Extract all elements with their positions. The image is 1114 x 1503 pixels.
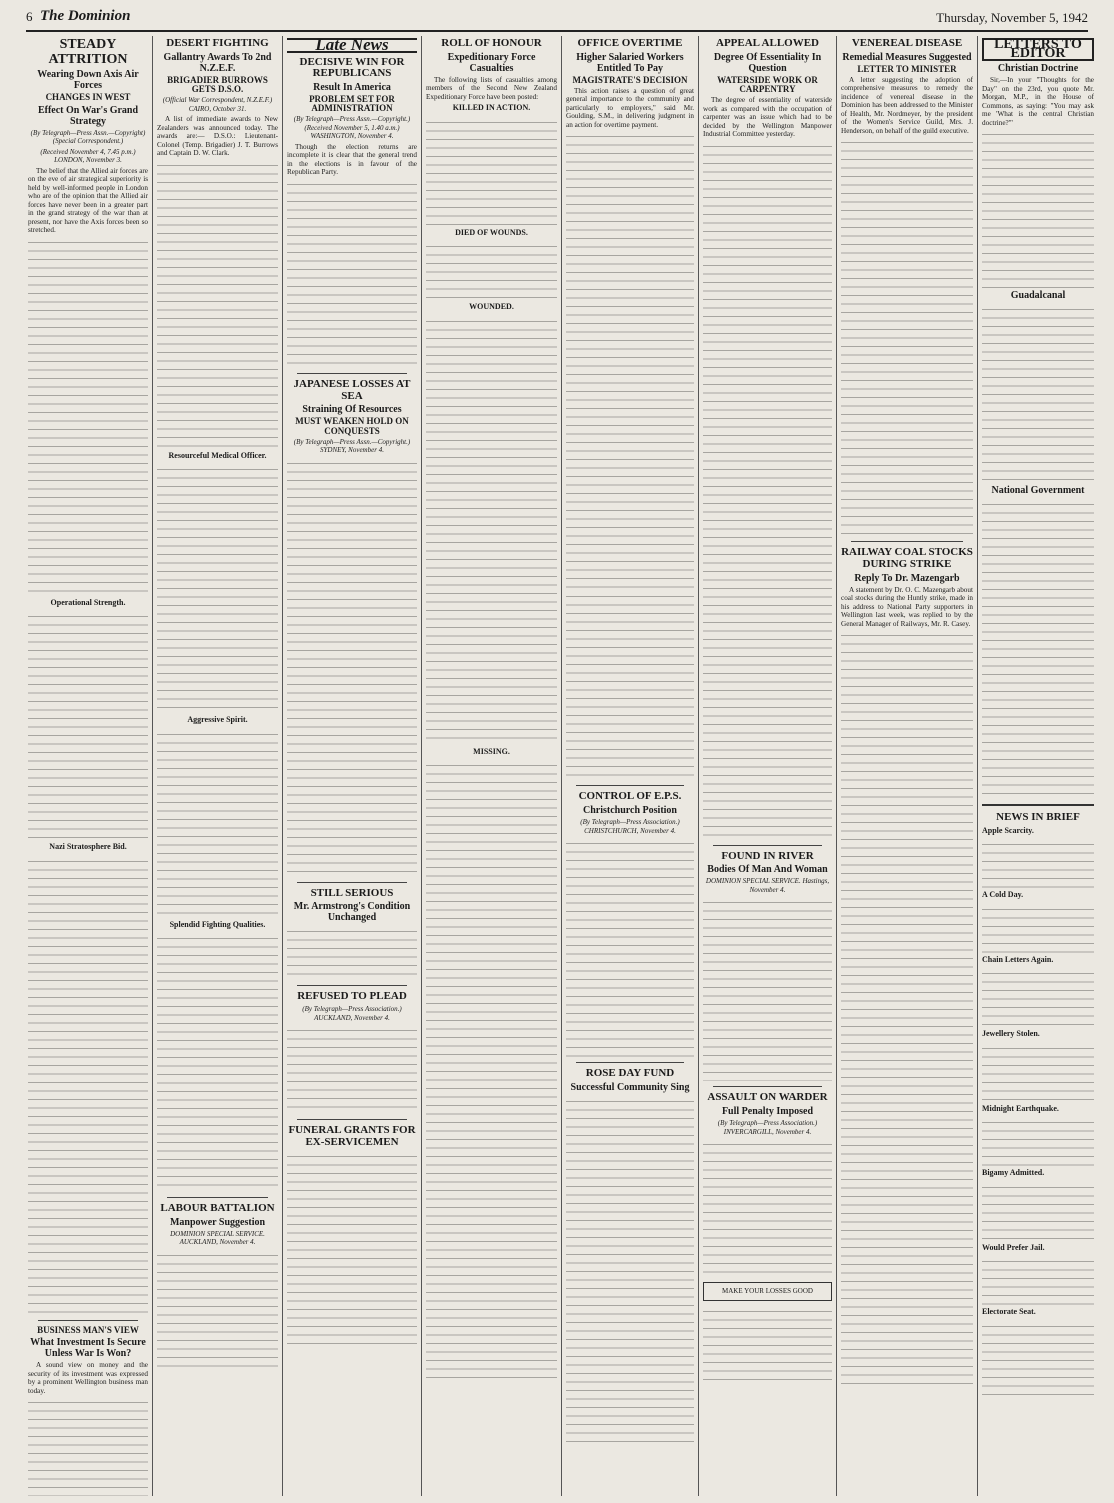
headline: STEADY ATTRITION <box>48 37 128 67</box>
text-block <box>703 140 832 840</box>
headline: CONTROL OF E.P.S. <box>578 790 682 803</box>
brief-title: Bigamy Admitted. <box>982 1168 1045 1178</box>
text-block <box>566 130 694 590</box>
subheadline: WATERSIDE WORK OR CARPENTRY <box>717 74 818 94</box>
divider <box>297 373 407 374</box>
section-subhead: Splendid Fighting Qualities. <box>169 919 266 929</box>
credit-line: (By Telegraph—Press Association.) CHRISTCHURCH, November 4. <box>580 818 680 835</box>
column-rule <box>152 36 153 1496</box>
headline: FOUND IN RIVER <box>721 849 814 862</box>
brief-title: Jewellery Stolen. <box>982 1029 1040 1039</box>
subheadline: Manpower Suggestion <box>169 1216 266 1228</box>
article-text: A sound view on money and the security of its investment was expressed by a prominent Wellington business man today. <box>28 1361 148 1395</box>
page-number: 6 <box>26 9 33 24</box>
casualty-list <box>426 759 557 1379</box>
credit-line: DOMINION SPECIAL SERVICE. AUCKLAND, November 4. <box>170 1229 265 1247</box>
article-text: The following lists of casualties among members of the Second New Zealand Expeditionary Force have been posted: <box>426 75 557 101</box>
casualty-list <box>426 240 557 300</box>
text-block <box>841 136 973 536</box>
subheadline: Guadalcanal <box>1010 290 1066 301</box>
column-rule <box>421 36 422 1496</box>
column-rule <box>698 36 699 1496</box>
text-block <box>287 457 417 877</box>
text-block <box>982 1116 1094 1166</box>
article-text: This action raises a question of great general importance to the community and particularly to employers," said Mr. Goulding, S.M., in delivering judgment in an action for overtime payment. <box>566 86 694 129</box>
text-block <box>703 1138 832 1278</box>
text-block <box>703 1305 832 1385</box>
headline: JAPANESE LOSSES AT SEA <box>293 377 411 402</box>
divider <box>297 985 407 986</box>
subheadline: Effect On War's Grand Strategy <box>37 104 139 127</box>
article-text: The degree of essentiality of waterside work as compared with the occupation of carpenter was an issue which had to be decided by the Wellington Manpower Industrial Committee yesterday. <box>703 96 832 139</box>
masthead <box>26 8 1088 32</box>
column-rule <box>561 36 562 1496</box>
newspaper-name: The Dominion <box>40 8 131 24</box>
text-block <box>841 629 973 1389</box>
headline: VENEREAL DISEASE <box>851 37 963 49</box>
article-text: A statement by Dr. O. C. Mazengarb about coal stocks during the Huntly strike, made in his address to National Party supporters in Wellington last week, was replied to by the General Manager of Railways, Mr. R. Casey. <box>841 585 973 628</box>
credit-line: (By Telegraph—Press Assn.—Copyright.) (Received November 5, 1.40 a.m.) WASHINGTON, November 4. <box>293 115 411 141</box>
column-venereal-disease <box>841 36 973 1496</box>
subheadline: What Investment Is Secure Unless War Is Won? <box>30 1337 146 1360</box>
subheadline: Degree Of Essentiality In Question <box>713 51 822 74</box>
text-block <box>287 1024 417 1114</box>
text-block <box>982 1042 1094 1102</box>
section-subhead: DIED OF WOUNDS. <box>455 227 528 237</box>
headline: NEWS IN BRIEF <box>996 811 1080 823</box>
text-block <box>157 932 278 1192</box>
divider <box>851 541 963 542</box>
divider <box>713 845 822 846</box>
headline: RAILWAY COAL STOCKS DURING STRIKE <box>841 546 973 571</box>
section-subhead: Operational Strength. <box>50 597 126 607</box>
article-text: A letter suggesting the adoption of comprehensive measures to remedy the incidence of venereal disease in the Dominion has been addressed to the Minister of Health, Mr. Nordmeyer, by the president of the Women's Service Guild, Mrs. J. Henderson, on behalf of the guild executive. <box>841 75 973 135</box>
headline: ASSAULT ON WARDER <box>707 1091 828 1104</box>
column-rule <box>977 36 978 1496</box>
column-appeal-allowed <box>703 36 832 1496</box>
text-block <box>982 128 1094 288</box>
late-news-banner: Late News <box>287 38 417 53</box>
subheadline: Expeditionary Force Casualties <box>447 51 536 74</box>
text-block <box>703 896 832 1081</box>
headline: LABOUR BATTALION <box>160 1202 275 1215</box>
headline: REFUSED TO PLEAD <box>297 990 407 1003</box>
brief-title: A Cold Day. <box>982 890 1024 900</box>
subheadline: CHANGES IN WEST <box>45 92 131 103</box>
subheadline: Wearing Down Axis Air Forces <box>37 69 139 92</box>
text-block <box>982 967 1094 1027</box>
text-block <box>157 728 278 918</box>
headline: DECISIVE WIN FOR REPUBLICANS <box>299 55 405 80</box>
text-block <box>28 1396 148 1496</box>
text-block <box>566 1095 694 1445</box>
section-subhead: Nazi Stratosphere Bid. <box>49 842 127 852</box>
brief-title: Electorate Seat. <box>982 1307 1036 1317</box>
text-block <box>982 903 1094 953</box>
divider <box>297 882 407 883</box>
article-text: The belief that the Allied air forces are on the eve of air strategical superiority is held by well-informed people in London who are of the opinion that the Allied air forces have never been in a greater part in the grand strategy of the war than at present, nor have the Axis forces been so stretched. <box>28 166 148 235</box>
text-block <box>28 610 148 840</box>
divider <box>576 1062 684 1063</box>
text-block <box>157 159 278 449</box>
divider <box>713 1086 822 1087</box>
subheadline: Mr. Armstrong's Condition Unchanged <box>293 901 411 924</box>
column-steady-attrition <box>28 36 148 1496</box>
headline: ROSE DAY FUND <box>585 1067 675 1080</box>
column-desert-fighting <box>157 36 278 1496</box>
letter-text: Sir,—In your "Thoughts for the Day" on the 23rd, you quote Mr. Morgan, M.P., in the House of Commons, as saying: "You may ask me 'What is the central Christian doctrine?'" <box>982 76 1094 127</box>
divider <box>38 1320 138 1321</box>
letters-banner: LETTERS TO EDITOR <box>982 38 1094 61</box>
subheadline: Christian Doctrine <box>997 63 1079 74</box>
subheadline: Bodies Of Man And Woman <box>707 864 828 876</box>
subheadline: Gallantry Awards To 2nd N.Z.E.F. <box>163 51 272 74</box>
subheadline: MUST WEAKEN HOLD ON CONQUESTS <box>295 416 409 436</box>
subheadline: Result In America <box>313 81 391 93</box>
credit-line: (By Telegraph—Press Assn.—Copyright.) SYDNEY, November 4. <box>293 437 411 455</box>
advertisement <box>703 1282 832 1301</box>
headline: BUSINESS MAN'S VIEW <box>37 1324 139 1335</box>
section-subhead: KILLED IN ACTION. <box>452 103 531 113</box>
text-block <box>566 590 694 780</box>
brief-title: Chain Letters Again. <box>982 954 1054 964</box>
column-office-overtime <box>566 36 694 1496</box>
dateline: (Received November 4, 7.45 p.m.) LONDON, November 3. <box>40 147 136 165</box>
section-subhead: Aggressive Spirit. <box>187 715 248 725</box>
section-subhead: MISSING. <box>473 746 510 756</box>
text-block <box>28 236 148 596</box>
casualty-list <box>426 315 557 745</box>
subheadline: Successful Community Sing <box>570 1081 690 1093</box>
headline: DESERT FIGHTING <box>166 37 269 49</box>
text-block <box>287 178 417 368</box>
column-late-news <box>287 36 417 1496</box>
subheadline: Full Penalty Imposed <box>721 1106 814 1118</box>
column-roll-of-honour <box>426 36 557 1496</box>
column-letters <box>982 36 1094 1496</box>
subheadline: PROBLEM SET FOR ADMINISTRATION <box>309 93 395 114</box>
credit-line: DOMINION SPECIAL SERVICE. Hastings, November 4. <box>705 877 830 894</box>
text-block <box>566 837 694 1057</box>
subheadline: Remedial Measures Suggested <box>842 51 972 63</box>
text-block <box>28 855 148 1315</box>
subheadline: National Government <box>991 485 1085 496</box>
subheadline: LETTER TO MINISTER <box>857 63 957 74</box>
credit-line: (Official War Correspondent, N.Z.E.F.) CAIRO, October 31. <box>162 96 273 113</box>
divider <box>167 1197 268 1198</box>
divider <box>576 785 684 786</box>
text-block <box>982 1181 1094 1241</box>
brief-title: Midnight Earthquake. <box>982 1103 1059 1113</box>
text-block <box>982 1320 1094 1400</box>
divider <box>297 1119 407 1120</box>
ad-text: MAKE YOUR LOSSES GOOD <box>722 1287 813 1296</box>
headline: ROLL OF HONOUR <box>441 37 542 49</box>
text-block <box>287 1150 417 1350</box>
casualty-list <box>426 116 557 226</box>
text-block <box>287 925 417 980</box>
text-block <box>157 1249 278 1369</box>
section-subhead: WOUNDED. <box>469 302 514 312</box>
divider <box>982 804 1094 806</box>
section-subhead: Resourceful Medical Officer. <box>168 450 267 460</box>
subheadline: BRIGADIER BURROWS GETS D.S.O. <box>167 74 268 94</box>
text-block <box>982 498 1094 798</box>
column-rule <box>836 36 837 1496</box>
text-block <box>982 838 1094 888</box>
brief-title: Apple Scarcity. <box>982 825 1034 835</box>
headline: APPEAL ALLOWED <box>716 37 819 49</box>
headline: STILL SERIOUS <box>310 886 394 899</box>
text-block <box>982 303 1094 483</box>
subheadline: MAGISTRATE'S DECISION <box>572 74 688 85</box>
article-text: Though the election returns are incomplete it is clear that the general trend in the elections is in favour of the Republican Party. <box>287 142 417 177</box>
text-block <box>157 463 278 713</box>
subheadline: Higher Salaried Workers Entitled To Pay <box>576 51 684 74</box>
subheadline: Christchurch Position <box>583 805 677 817</box>
issue-date: Thursday, November 5, 1942 <box>936 10 1088 25</box>
credit-line: (By Telegraph—Press Association.) AUCKLAND, November 4. <box>302 1005 402 1022</box>
text-block <box>982 1255 1094 1305</box>
headline: FUNERAL GRANTS FOR EX-SERVICEMEN <box>288 1124 416 1148</box>
brief-title: Would Prefer Jail. <box>982 1242 1045 1252</box>
column-rule <box>282 36 283 1496</box>
subheadline: Straining Of Resources <box>302 404 402 416</box>
article-text: A list of immediate awards to New Zealanders was announced today. The awards are:— D.S.O.: Lieutenant-Colonel (Temp. Brigadier) J. T. Burrows and Captain D. W. Clark. <box>157 115 278 158</box>
credit-line: (By Telegraph—Press Assn.—Copyright) (Special Correspondent.) <box>30 128 146 146</box>
headline: OFFICE OVERTIME <box>577 37 683 49</box>
credit-line: (By Telegraph—Press Association.) INVERCARGILL, November 4. <box>717 1119 818 1136</box>
subheadline: Reply To Dr. Mazengarb <box>854 572 960 584</box>
